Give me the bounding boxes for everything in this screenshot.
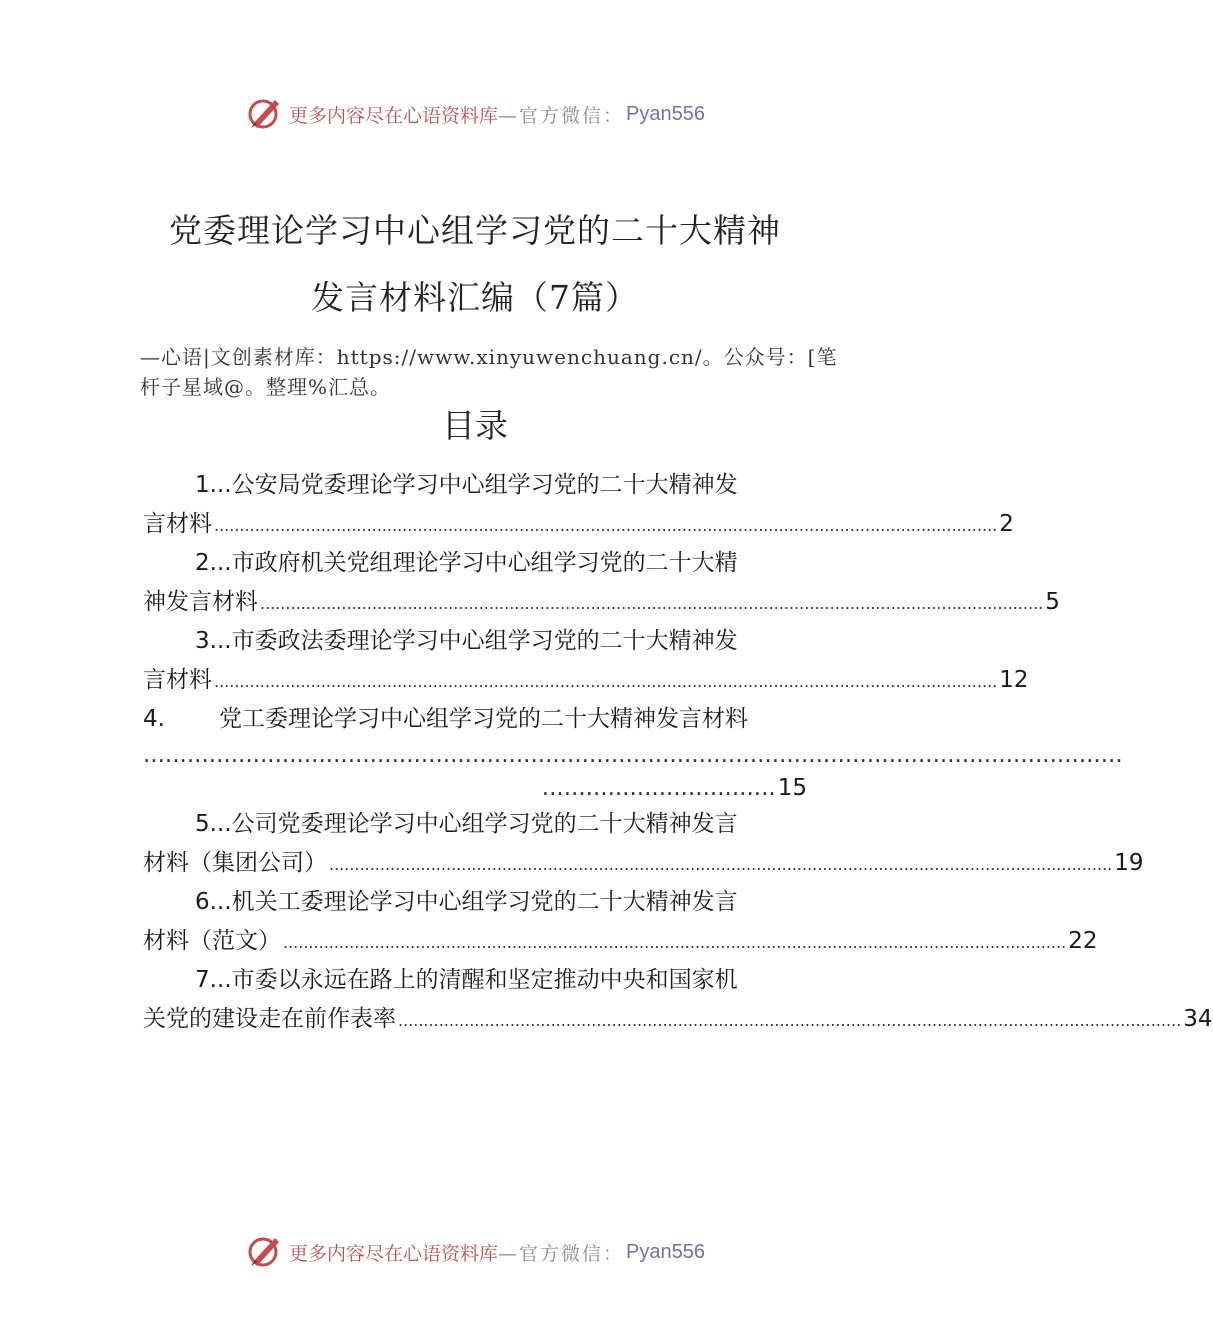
dot-leader: .......................................................................................................................................................... bbox=[260, 594, 1044, 613]
toc-entry[interactable] bbox=[143, 622, 1029, 700]
toc-entry-page: 2 bbox=[999, 511, 1014, 537]
toc-entry-title: 党工委理论学习中心组学习党的二十大精神发言材料 bbox=[219, 706, 748, 732]
toc-entry-number: 2.. bbox=[195, 550, 225, 576]
watermark-text: 更多内容尽在心语资料库 bbox=[289, 1242, 499, 1265]
toc-entry-page: 5 bbox=[1045, 589, 1060, 615]
dot-leader: .......................................................................................................................................................... bbox=[214, 672, 998, 691]
toc-entry[interactable] bbox=[143, 805, 1144, 883]
toc-entry-title: .机关工委理论学习中心组学习党的二十大精神发言 bbox=[224, 889, 738, 915]
dot-leader: ................................ bbox=[541, 775, 776, 801]
toc-entry-page: 15 bbox=[777, 775, 807, 801]
toc-entry-page: 22 bbox=[1068, 928, 1098, 954]
watermark-wechat-label: —官方微信： bbox=[498, 1242, 625, 1265]
toc-entry[interactable] bbox=[143, 466, 1014, 544]
toc-entry-page: 34 bbox=[1183, 1006, 1213, 1032]
watermark-text: 更多内容尽在心语资料库 bbox=[289, 104, 499, 127]
dot-leader: .......................................................................................................................................................... bbox=[398, 1011, 1182, 1030]
pen-logo-icon bbox=[245, 1232, 285, 1272]
toc-entry-title: .公司党委理论学习中心组学习党的二十大精神发言 bbox=[224, 811, 738, 837]
toc-entry-title-cont: 材料（范文） bbox=[143, 928, 281, 954]
watermark-wechat-id: Pyan556 bbox=[626, 102, 705, 125]
table-of-contents bbox=[143, 466, 1213, 1039]
toc-entry[interactable] bbox=[143, 883, 1098, 961]
toc-entry-page: 12 bbox=[999, 667, 1029, 693]
toc-entry-title: .公安局党委理论学习中心组学习党的二十大精神发 bbox=[224, 472, 738, 498]
dot-leader: ...................................................................................................................................... bbox=[143, 742, 1123, 768]
toc-entry-number: 3.. bbox=[195, 628, 225, 654]
toc-entry-title-cont: 言材料 bbox=[143, 667, 212, 693]
toc-entry-title: .市委政法委理论学习中心组学习党的二十大精神发 bbox=[224, 628, 738, 654]
toc-entry-title: .市政府机关党组理论学习中心组学习党的二十大精 bbox=[224, 550, 738, 576]
watermark-banner-bottom bbox=[0, 1230, 950, 1274]
toc-entry-number: 4. bbox=[143, 706, 165, 732]
document-title-line1: 党委理论学习中心组学习党的二十大精神 bbox=[169, 211, 781, 250]
toc-entry[interactable] bbox=[143, 544, 1060, 622]
dot-leader: .......................................................................................................................................................... bbox=[329, 855, 1113, 874]
toc-entry-title-cont: 言材料 bbox=[143, 511, 212, 537]
toc-heading: 目录 bbox=[442, 406, 508, 445]
toc-entry-number: 1.. bbox=[195, 472, 225, 498]
source-note: —心语|文创素材库：https://www.xinyuwenchuang.cn/。公众号：[笔杆子星域@。整理%汇总。 bbox=[140, 345, 838, 399]
toc-entry-number: 5.. bbox=[195, 811, 225, 837]
toc-entry-number: 7.. bbox=[195, 967, 225, 993]
dot-leader: .......................................................................................................................................................... bbox=[214, 516, 998, 535]
toc-entry-title-cont: 材料（集团公司） bbox=[143, 850, 327, 876]
toc-entry-number: 6.. bbox=[195, 889, 225, 915]
toc-entry-title-cont: 关党的建设走在前作表率 bbox=[143, 1006, 396, 1032]
toc-entry-title-cont: 神发言材料 bbox=[143, 589, 258, 615]
toc-entry[interactable] bbox=[143, 961, 1213, 1039]
toc-entry[interactable] bbox=[143, 700, 1123, 805]
watermark-banner-top bbox=[0, 92, 950, 136]
watermark-wechat-id: Pyan556 bbox=[626, 1240, 705, 1263]
toc-entry-page: 19 bbox=[1114, 850, 1144, 876]
document-title-line2: 发言材料汇编（7篇） bbox=[311, 278, 639, 317]
toc-entry-title: .市委以永远在路上的清醒和坚定推动中央和国家机 bbox=[224, 967, 738, 993]
watermark-wechat-label: —官方微信： bbox=[498, 104, 625, 127]
pen-logo-icon bbox=[245, 94, 285, 134]
dot-leader: .......................................................................................................................................................... bbox=[283, 933, 1067, 952]
